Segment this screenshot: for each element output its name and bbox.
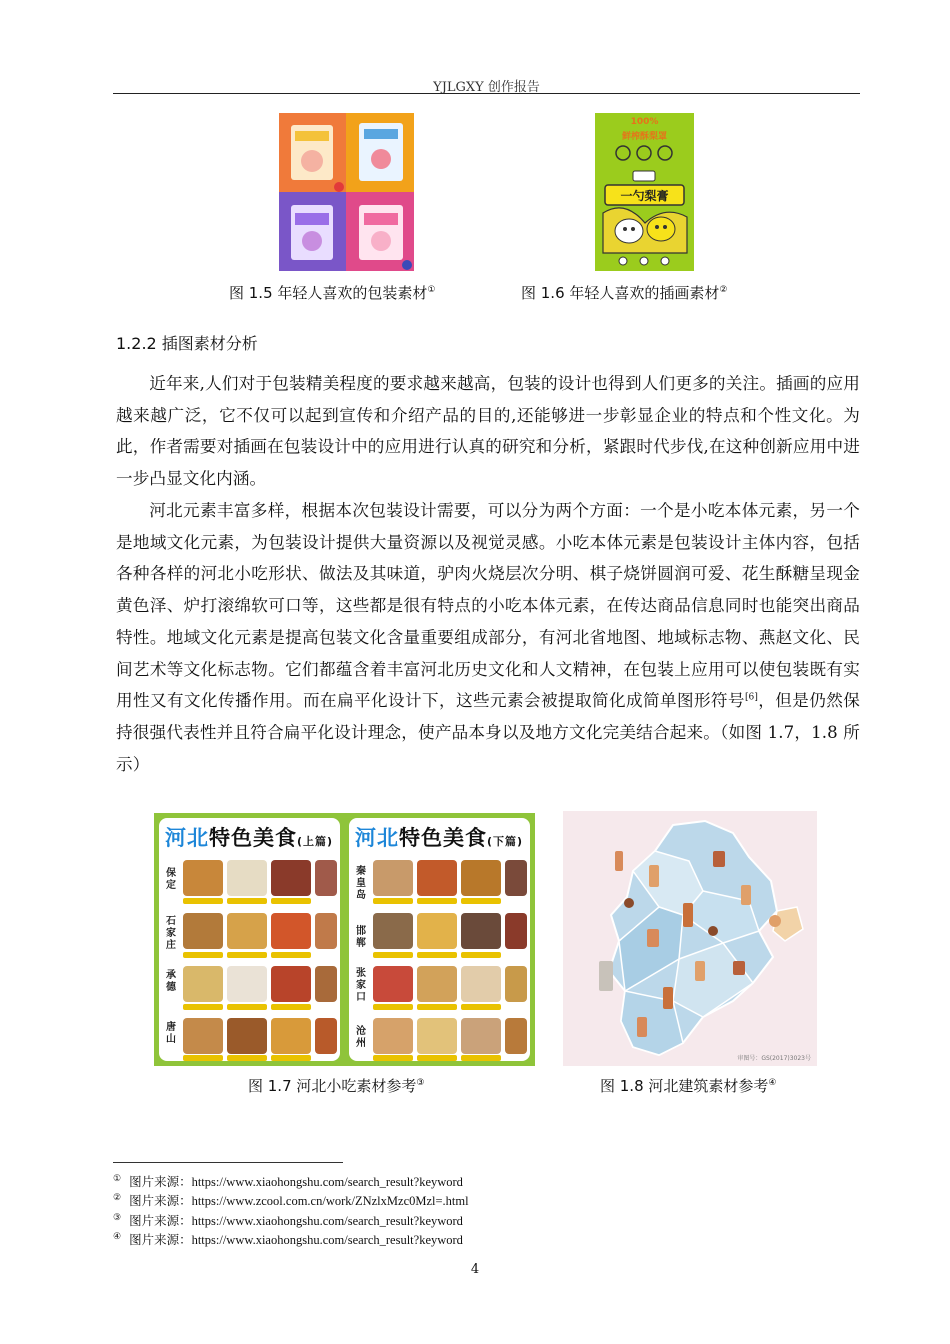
dish-photo xyxy=(505,860,527,896)
packaging-collage-graphic xyxy=(279,113,414,271)
dish-label-bar xyxy=(373,952,413,958)
dish-photo xyxy=(417,860,457,896)
dish-photo xyxy=(417,913,457,949)
poster-top-text: 100% xyxy=(630,117,659,127)
figure-1-8-caption xyxy=(600,1075,776,1096)
footnote-rule xyxy=(113,1162,343,1163)
paragraph-1: 近年来,人们对于包装精美程度的要求越来越高，包装的设计也得到人们更多的关注。插画的应用越来越广泛，它不仅可以起到宣传和介绍产品的目的,还能够进一步彰显企业的特点和个性文化。为此，作者需要对插画在包装设计中的应用进行认真的研究和分析，紧跟时代步伐,在这种创新应用中进一步凸显文化内涵。 xyxy=(116,374,860,489)
footnote-mark: ② xyxy=(113,1191,122,1202)
footnote-mark: ① xyxy=(113,1172,122,1183)
city-label: 承德 xyxy=(166,970,176,993)
dish-label-bar xyxy=(271,898,311,904)
title-subtitle: (上篇) xyxy=(297,835,334,848)
poster-mid-text: 鲜榨酥梨罩 xyxy=(621,132,667,142)
footnote-mark: ④ xyxy=(113,1230,122,1241)
dish-photo xyxy=(183,1018,223,1054)
footnote-3 xyxy=(113,1211,463,1229)
dish-label-bar xyxy=(461,1004,501,1010)
dish-label-bar xyxy=(183,898,223,904)
dish-photo xyxy=(271,913,311,949)
title-part: 特色美食 xyxy=(209,826,297,850)
dish-label-bar xyxy=(271,1004,311,1010)
title-part: 河北 xyxy=(165,826,209,850)
dish-photo xyxy=(461,860,501,896)
footnote-2 xyxy=(113,1191,469,1209)
dish-label-bar xyxy=(183,1004,223,1010)
dish-photo xyxy=(505,966,527,1002)
caption-text: 图 1.8 河北建筑素材参考 xyxy=(600,1077,769,1095)
caption-text: 图 1.5 年轻人喜欢的包装素材 xyxy=(229,284,428,302)
running-header: YJLGXY 创作报告 xyxy=(433,80,540,95)
dish-label-bar xyxy=(417,1004,457,1010)
dish-photo xyxy=(315,1018,337,1054)
footnote-4 xyxy=(113,1230,463,1248)
poster-title-text: 一勺梨膏 xyxy=(620,189,669,203)
dish-photo xyxy=(373,913,413,949)
footnote-mark: ③ xyxy=(113,1211,122,1222)
page-number: 4 xyxy=(470,1262,480,1277)
dish-photo xyxy=(271,966,311,1002)
city-label: 保定 xyxy=(166,868,176,891)
figure-1-5-image xyxy=(279,113,414,271)
dish-photo xyxy=(373,1018,413,1054)
city-label: 秦皇岛 xyxy=(356,866,366,901)
caption-text: 图 1.6 年轻人喜欢的插画素材 xyxy=(521,284,720,302)
food-poster-title xyxy=(355,822,523,852)
dish-photo xyxy=(461,1018,501,1054)
footnote-text: 图片来源：https://www.xiaohongshu.com/search_result?keyword xyxy=(129,1214,463,1228)
dish-label-bar xyxy=(227,1055,267,1061)
dish-label-bar xyxy=(461,898,501,904)
footnote-ref[interactable]: ④ xyxy=(768,1078,777,1088)
city-label: 石家庄 xyxy=(166,916,176,951)
dish-photo xyxy=(417,966,457,1002)
dish-photo xyxy=(505,913,527,949)
figure-1-7-caption xyxy=(248,1075,424,1096)
hebei-map-graphic xyxy=(563,811,817,1066)
citation-ref[interactable]: [6] xyxy=(744,692,758,703)
dish-label-bar xyxy=(183,952,223,958)
dish-label-bar xyxy=(271,952,311,958)
dish-photo xyxy=(183,966,223,1002)
title-subtitle: (下篇) xyxy=(487,835,524,848)
dish-label-bar xyxy=(461,1055,501,1061)
paragraph-2-text-b: ，但是仍然保持很强代表性并且符合扁平化设计理念，使产品本身以及地方文化完美结合起来。（如图 1.7，1.8 所示） xyxy=(116,691,860,774)
dish-photo xyxy=(315,966,337,1002)
dish-label-bar xyxy=(183,1055,223,1061)
dish-photo xyxy=(315,913,337,949)
map-approval-note: 审图号：GS(2017)3023号 xyxy=(737,1055,811,1062)
dish-photo xyxy=(227,860,267,896)
city-label: 张家口 xyxy=(356,968,366,1003)
dish-photo xyxy=(373,966,413,1002)
caption-text: 图 1.7 河北小吃素材参考 xyxy=(248,1077,417,1095)
paragraph-2-text-a: 河北元素丰富多样，根据本次包装设计需要，可以分为两个方面：一个是小吃本体元素，另一个是地域文化元素，为包装设计提供大量资源以及视觉灵感。小吃本体元素是包装设计主体内容，包括各种各样的河北小吃形状、做法及其味道，驴肉火烧层次分明、棋子烧饼圆润可爱、花生酥糖呈现金黄色泽、炉打滚绵软可口等，这些都是很有特点的小吃本体元素，在传达商品信息同时也能突出商品特性。地域文化元素是提高包装文化含量重要组成部分，有河北省地图、地域标志物、燕赵文化、民间艺术等文化标志物。它们都蕴含着丰富河北历史文化和人文精神，在包装上应用可以使包装既有实用性又有文化传播作用。而在扁平化设计下，这些元素会被提取简化成简单图形符号 xyxy=(116,501,860,711)
dish-photo xyxy=(227,966,267,1002)
footnote-text: 图片来源：https://www.zcool.com.cn/work/ZNzlxMzc0Mzl=.html xyxy=(129,1194,469,1208)
food-poster-card-right xyxy=(349,818,530,1061)
paragraph-2 xyxy=(116,495,860,780)
dish-photo xyxy=(461,966,501,1002)
figure-1-6-image xyxy=(595,113,694,271)
food-poster-card-left xyxy=(159,818,340,1061)
dish-label-bar xyxy=(227,1004,267,1010)
title-part: 河北 xyxy=(355,826,399,850)
city-label: 唐山 xyxy=(166,1022,176,1045)
city-label: 邯郸 xyxy=(356,926,366,949)
dish-photo xyxy=(271,860,311,896)
section-heading: 1.2.2 插图素材分析 xyxy=(116,334,258,353)
food-poster-title xyxy=(165,822,333,852)
dish-label-bar xyxy=(373,898,413,904)
title-part: 特色美食 xyxy=(399,826,487,850)
dish-label-bar xyxy=(417,898,457,904)
dish-label-bar xyxy=(461,952,501,958)
dish-label-bar xyxy=(417,1055,457,1061)
figure-1-6-caption xyxy=(521,282,727,303)
footnote-ref[interactable]: ① xyxy=(427,285,436,295)
dish-photo xyxy=(417,1018,457,1054)
dish-photo xyxy=(227,913,267,949)
dish-photo xyxy=(227,1018,267,1054)
footnote-1 xyxy=(113,1172,463,1190)
dish-photo xyxy=(183,860,223,896)
dish-photo xyxy=(461,913,501,949)
dish-photo xyxy=(505,1018,527,1054)
dish-label-bar xyxy=(227,952,267,958)
dish-label-bar xyxy=(227,898,267,904)
figure-1-5-caption xyxy=(229,282,435,303)
dish-label-bar xyxy=(373,1004,413,1010)
dish-photo xyxy=(373,860,413,896)
figure-1-7-image xyxy=(154,813,535,1066)
figure-1-8-image xyxy=(563,811,817,1066)
dish-photo xyxy=(271,1018,311,1054)
footnote-ref[interactable]: ③ xyxy=(416,1078,425,1088)
dish-photo xyxy=(183,913,223,949)
dish-label-bar xyxy=(271,1055,311,1061)
city-label: 沧州 xyxy=(356,1026,366,1049)
footnote-ref[interactable]: ② xyxy=(719,285,728,295)
dish-label-bar xyxy=(417,952,457,958)
header-rule xyxy=(113,93,860,94)
dish-label-bar xyxy=(373,1055,413,1061)
footnote-text: 图片来源：https://www.xiaohongshu.com/search_result?keyword xyxy=(129,1175,463,1189)
footnote-text: 图片来源：https://www.xiaohongshu.com/search_result?keyword xyxy=(129,1233,463,1247)
dish-photo xyxy=(315,860,337,896)
